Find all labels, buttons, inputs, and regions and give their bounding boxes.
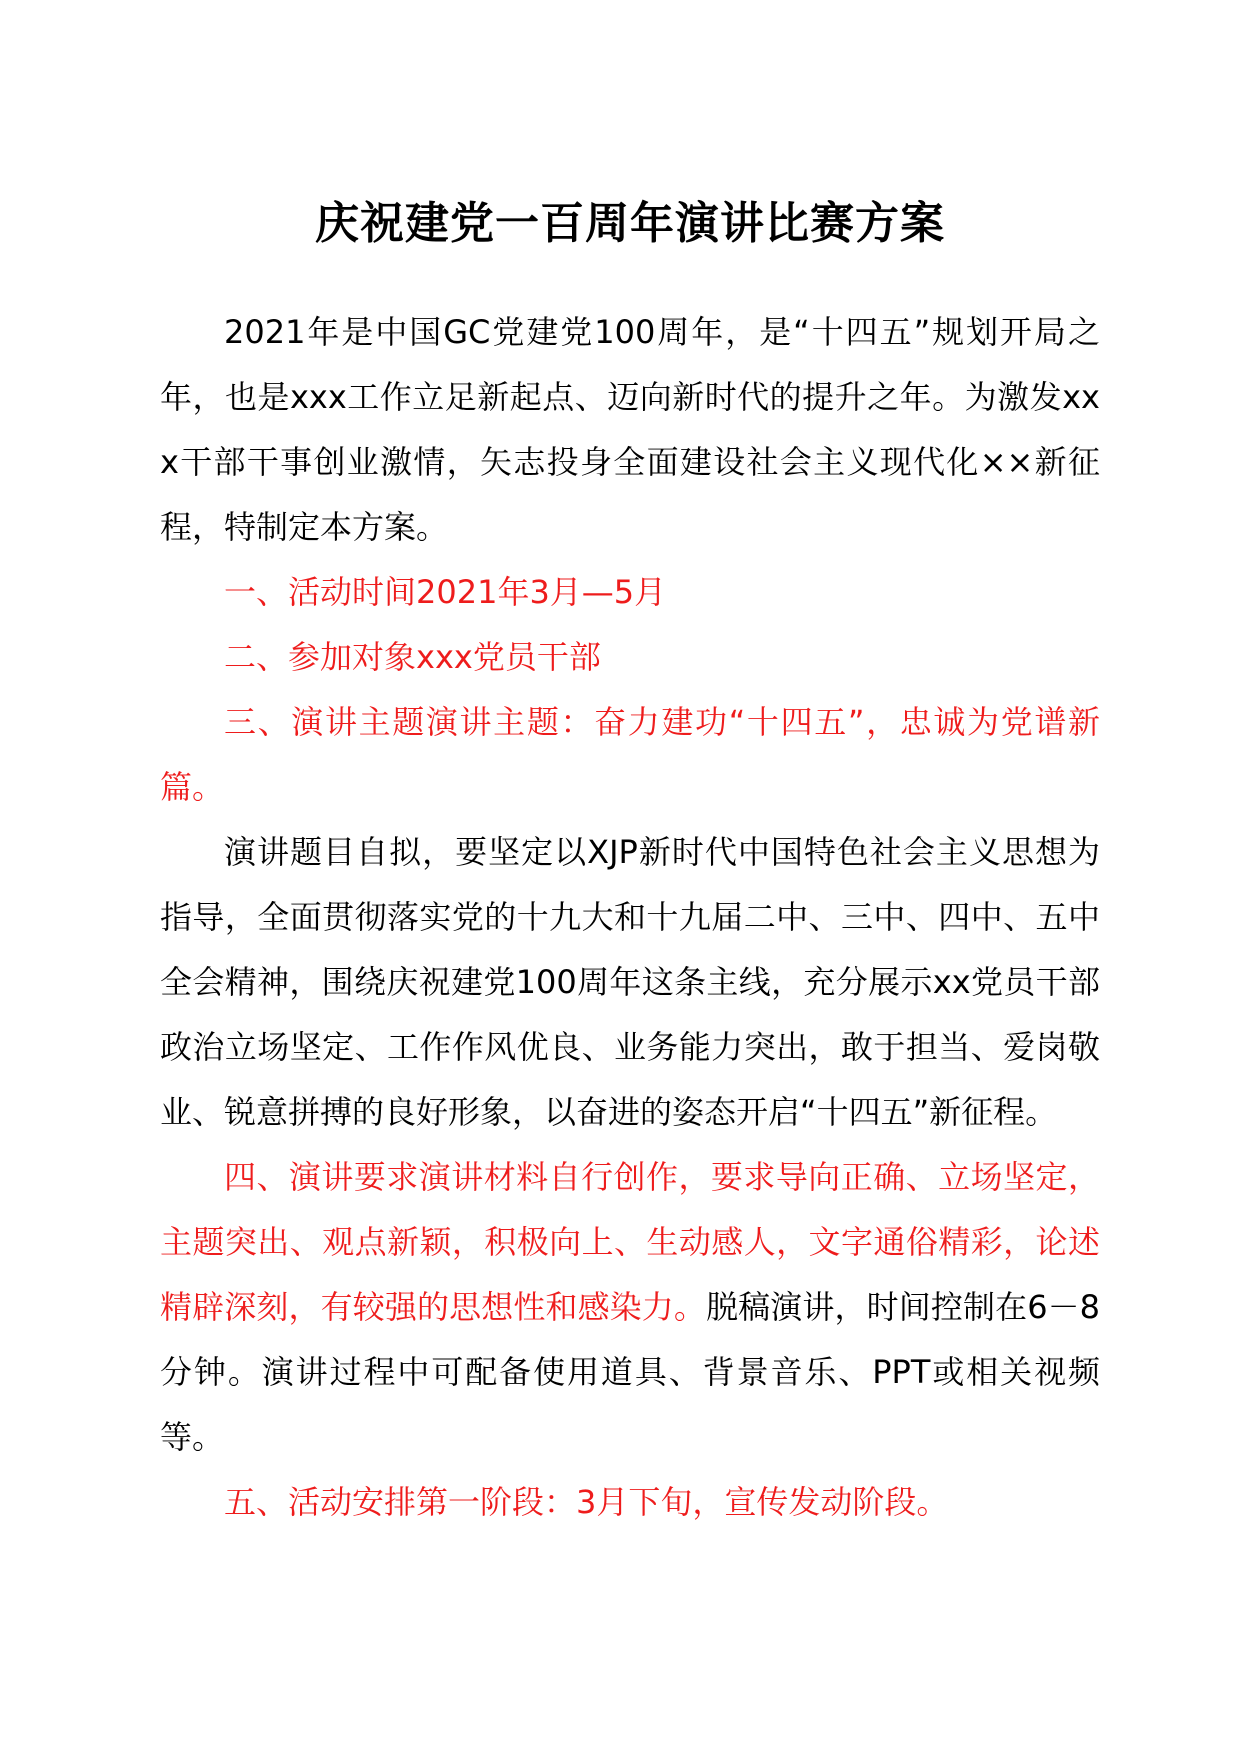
section-heading-3: 三、演讲主题演讲主题：奋力建功“十四五”，忠诚为党谱新篇。: [160, 703, 1100, 806]
section-heading-4: 四、演讲要求演讲材料自行创作，要求导向正确、立场坚定，主题突出、观点新颖，积极向上、生动感人，文字通俗精彩，论述精辟深刻，有较强的思想性和感染力。: [160, 1158, 1100, 1326]
section-heading-5: 五、活动安排第一阶段：3月下旬，宣传发动阶段。: [224, 1483, 949, 1521]
requirements-detail-text: 脱稿演讲，时间控制在6－8分钟。演讲过程中可配备使用道具、背景音乐、PPT或相关视频等。: [160, 1288, 1100, 1456]
intro-text: 2021年是中国GC党建党100周年，是“十四五”规划开局之年，也是xxx工作立足新起点、迈向新时代的提升之年。为激发xxx干部干事创业激情，矢志投身全面建设社会主义现代化××新征程，特制定本方案。: [160, 313, 1100, 546]
section-activity-time: [160, 560, 1100, 625]
section-heading-1: 一、活动时间2021年3月—5月: [224, 573, 667, 611]
theme-detail-text: 演讲题目自拟，要坚定以XJP新时代中国特色社会主义思想为指导，全面贯彻落实党的十九大和十九届二中、三中、四中、五中全会精神，围绕庆祝建党100周年这条主线，充分展示xx党员干部政治立场坚定、工作作风优良、业务能力突出，敢于担当、爱岗敬业、锐意拼搏的良好形象，以奋进的姿态开启“十四五”新征程。: [160, 833, 1100, 1131]
section-requirements: [160, 1145, 1100, 1470]
section-arrangement: [160, 1470, 1100, 1535]
paragraph-theme-detail: [160, 820, 1100, 1145]
document-body: [160, 300, 1100, 1535]
section-participants: [160, 625, 1100, 690]
document-title: 庆祝建党一百周年演讲比赛方案: [315, 198, 945, 249]
section-theme: [160, 690, 1100, 820]
paragraph-intro: [160, 300, 1100, 560]
section-heading-2: 二、参加对象xxx党员干部: [224, 638, 601, 676]
